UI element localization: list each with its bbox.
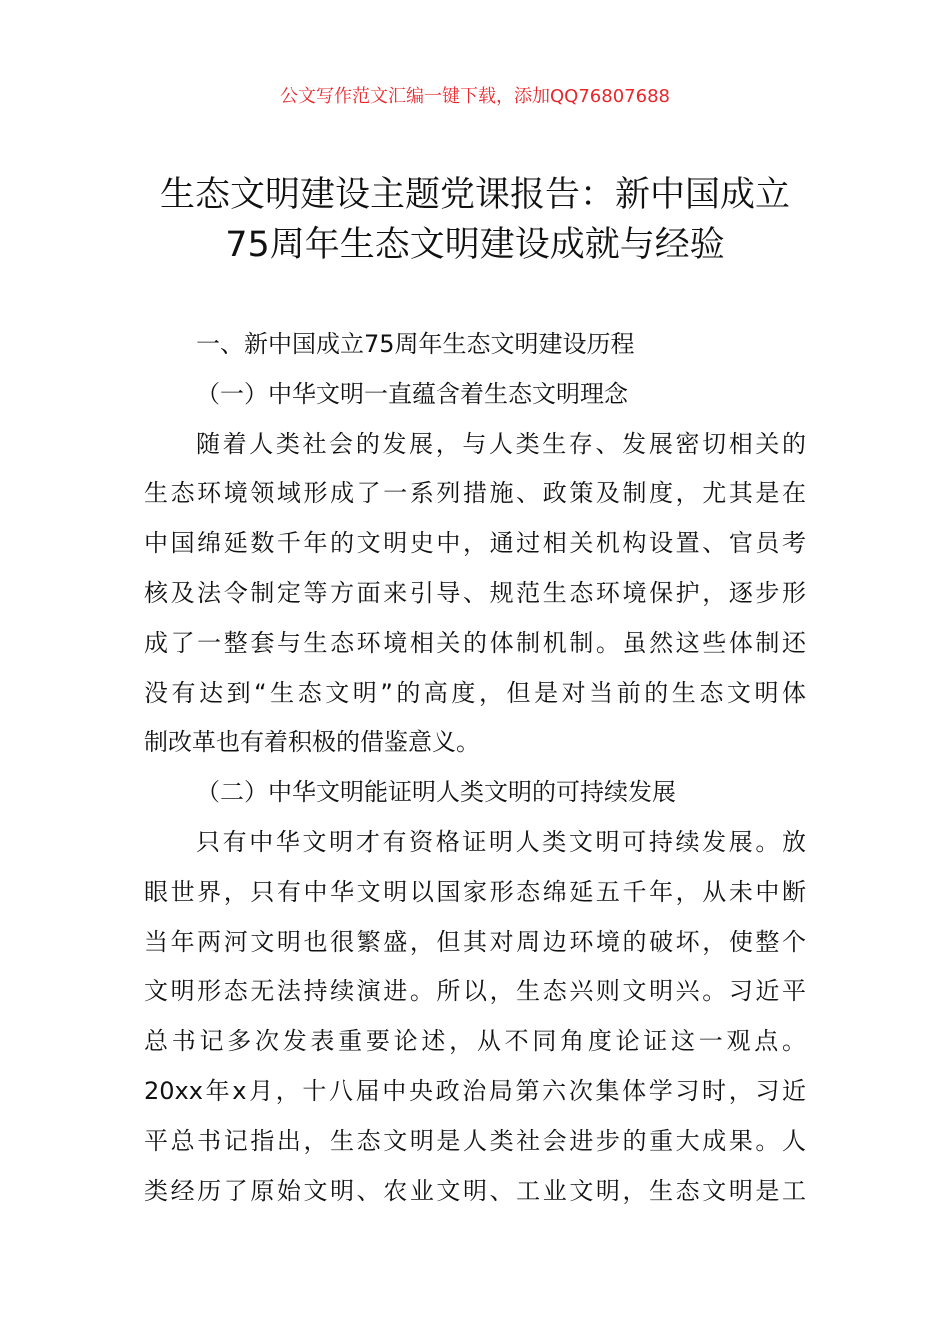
- paragraph-line: 制改革也有着积极的借鉴意义。: [144, 728, 480, 757]
- paragraph-line: 随着人类社会的发展，与人类生存、发展密切相关的: [196, 429, 806, 458]
- title-line-1: 生态文明建设主题党课报告：新中国成立: [159, 175, 790, 215]
- paragraph-line: 眼世界，只有中华文明以国家形态绵延五千年，从未中断: [144, 877, 806, 906]
- paragraph-line: 20xx年x月，十八届中央政治局第六次集体学习时，习近: [144, 1076, 806, 1105]
- paragraph-line: 平总书记指出，生态文明是人类社会进步的重大成果。人: [144, 1126, 806, 1155]
- paragraph-line: 核及法令制定等方面来引导、规范生态环境保护，逐步形: [144, 578, 806, 607]
- paragraph-line: 总书记多次发表重要论述，从不同角度论证这一观点。: [144, 1027, 806, 1056]
- document-body: [144, 320, 806, 1216]
- paragraph: [144, 420, 806, 769]
- watermark-header: 公文写作范文汇编一键下载，添加QQ76807688: [280, 86, 670, 107]
- paragraph: [144, 818, 806, 1216]
- paragraph-line: 类经历了原始文明、农业文明、工业文明，生态文明是工: [144, 1176, 806, 1205]
- paragraph-line: 成了一整套与生态环境相关的体制机制。虽然这些体制还: [144, 628, 806, 657]
- subsection-heading: （一）中华文明一直蕴含着生态文明理念: [196, 379, 628, 408]
- paragraph-line: 中国绵延数千年的文明史中，通过相关机构设置、官员考: [144, 529, 806, 558]
- paragraph-line: 只有中华文明才有资格证明人类文明可持续发展。放: [196, 827, 806, 856]
- paragraph-line: 当年两河文明也很繁盛，但其对周边环境的破坏，使整个: [144, 927, 806, 956]
- paragraph-line: 文明形态无法持续演进。所以，生态兴则文明兴。习近平: [144, 977, 806, 1006]
- subsection-heading: （二）中华文明能证明人类文明的可持续发展: [196, 778, 676, 807]
- paragraph-line: 没有达到“生态文明”的高度，但是对当前的生态文明体: [144, 678, 806, 707]
- paragraph-line: 生态环境领域形成了一系列措施、政策及制度，尤其是在: [144, 479, 806, 508]
- title-line-2: 75周年生态文明建设成就与经验: [225, 225, 725, 265]
- section-heading: 一、新中国成立75周年生态文明建设历程: [196, 330, 635, 358]
- document-title: [0, 170, 950, 270]
